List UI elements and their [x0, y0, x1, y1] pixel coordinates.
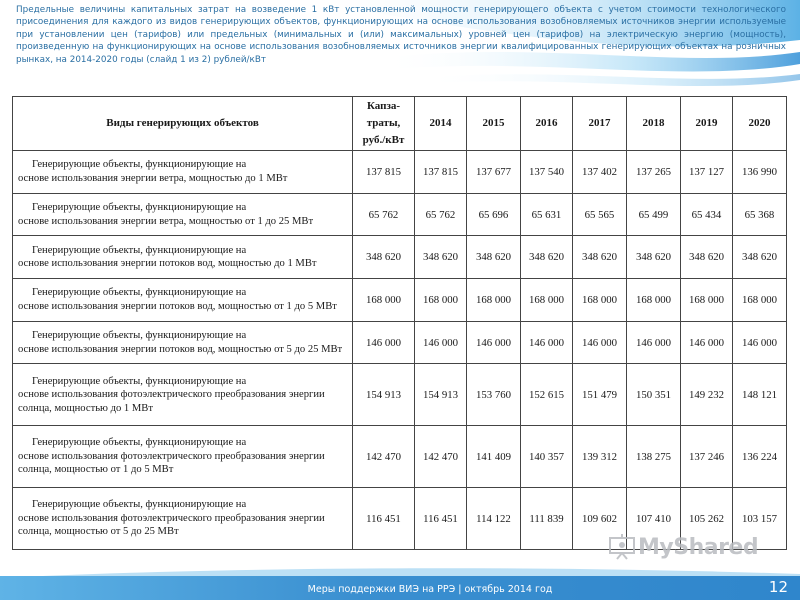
- value-cell: 65 499: [627, 193, 681, 236]
- value-cell: 146 000: [573, 321, 627, 364]
- value-cell: 116 451: [353, 488, 415, 550]
- value-cell: 148 121: [733, 364, 787, 426]
- value-cell: 168 000: [733, 279, 787, 322]
- table-row: [13, 426, 787, 488]
- table-row: [13, 364, 787, 426]
- value-cell: 65 762: [415, 193, 467, 236]
- value-cell: 168 000: [353, 279, 415, 322]
- value-cell: 348 620: [353, 236, 415, 279]
- value-cell: 137 540: [521, 151, 573, 194]
- row-kind-rest: основе использования энергии ветра, мощностью до 1 МВт: [18, 172, 288, 184]
- table-header-row: [13, 97, 787, 151]
- value-cell: 168 000: [467, 279, 521, 322]
- table-row: [13, 321, 787, 364]
- value-cell: 65 762: [353, 193, 415, 236]
- row-kind-cell: [13, 364, 353, 426]
- row-kind-first-line: Генерирующие объекты, функционирующие на: [32, 375, 247, 387]
- row-kind-first-line: Генерирующие объекты, функционирующие на: [32, 330, 247, 342]
- value-cell: 142 470: [415, 426, 467, 488]
- value-cell: 136 990: [733, 151, 787, 194]
- column-header-capex-line3: руб./кВт: [362, 134, 405, 146]
- column-header-year: 2019: [681, 97, 733, 151]
- value-cell: 168 000: [521, 279, 573, 322]
- value-cell: 146 000: [681, 321, 733, 364]
- value-cell: 137 127: [681, 151, 733, 194]
- row-kind-cell: [13, 279, 353, 322]
- row-kind-first-line: Генерирующие объекты, функционирующие на: [32, 159, 247, 171]
- table-row: [13, 151, 787, 194]
- row-kind-first-line: Генерирующие объекты, функционирующие на: [32, 437, 247, 449]
- value-cell: 168 000: [627, 279, 681, 322]
- value-cell: 151 479: [573, 364, 627, 426]
- value-cell: 146 000: [467, 321, 521, 364]
- presentation-board-icon: [608, 534, 638, 560]
- value-cell: 168 000: [573, 279, 627, 322]
- value-cell: 150 351: [627, 364, 681, 426]
- value-cell: 103 157: [733, 488, 787, 550]
- capex-table: [12, 96, 787, 550]
- value-cell: 109 602: [573, 488, 627, 550]
- value-cell: 153 760: [467, 364, 521, 426]
- value-cell: 348 620: [521, 236, 573, 279]
- value-cell: 168 000: [415, 279, 467, 322]
- value-cell: 137 815: [353, 151, 415, 194]
- capex-table-container: [12, 96, 786, 550]
- value-cell: 348 620: [681, 236, 733, 279]
- column-header-year: 2020: [733, 97, 787, 151]
- slide-title: Предельные величины капитальных затрат на возведение 1 кВт установленной мощности генерирующего объекта с учетом стоимости технологического присоединения для каждого из видов генерирующих объектов, функционирующих на основе использования возобновляемых источников энергии используемые при установлении цен (тарифов) или предельных (минимальных и (или) максимальных) уровней цен (тарифов) на электрическую энергию (мощность), произведенную на функционирующих на основе использования возобновляемых источников энергии квалифицированных генерирующих объектах на розничных рынках, на 2014-2020 годы (слайд 1 из 2) рублей/кВт: [16, 5, 786, 65]
- value-cell: 348 620: [573, 236, 627, 279]
- row-kind-rest: основе использования энергии потоков вод, мощностью от 1 до 5 МВт: [18, 300, 337, 312]
- value-cell: 136 224: [733, 426, 787, 488]
- table-row: [13, 193, 787, 236]
- row-kind-rest: основе использования энергии потоков вод, мощностью до 1 МВт: [18, 258, 317, 270]
- value-cell: 348 620: [733, 236, 787, 279]
- table-row: [13, 279, 787, 322]
- row-kind-rest: основе использования энергии ветра, мощностью от 1 до 25 МВт: [18, 215, 314, 227]
- value-cell: 146 000: [415, 321, 467, 364]
- row-kind-rest: основе использования фотоэлектрического преобразования энергии солнца, мощностью до 1 МВт: [18, 389, 325, 414]
- footer-caption: Меры поддержки ВИЭ на РРЭ | октябрь 2014 год: [307, 584, 553, 595]
- value-cell: 137 246: [681, 426, 733, 488]
- value-cell: 65 696: [467, 193, 521, 236]
- value-cell: 141 409: [467, 426, 521, 488]
- row-kind-cell: [13, 236, 353, 279]
- watermark-text: MyShared: [638, 534, 759, 560]
- column-header-year: 2015: [467, 97, 521, 151]
- value-cell: 146 000: [733, 321, 787, 364]
- watermark: [608, 534, 758, 560]
- value-cell: 137 677: [467, 151, 521, 194]
- value-cell: 140 357: [521, 426, 573, 488]
- row-kind-cell: [13, 321, 353, 364]
- page-number: 12: [768, 578, 788, 596]
- value-cell: 348 620: [415, 236, 467, 279]
- value-cell: 146 000: [353, 321, 415, 364]
- value-cell: 146 000: [627, 321, 681, 364]
- value-cell: 105 262: [681, 488, 733, 550]
- column-header-capex-line1: Капза-: [366, 100, 401, 112]
- row-kind-rest: основе использования фотоэлектрического преобразования энергии солнца, мощностью от 5 до 25 МВт: [18, 512, 325, 538]
- column-header-year: 2016: [521, 97, 573, 151]
- row-kind-cell: [13, 151, 353, 194]
- column-header-year: 2017: [573, 97, 627, 151]
- column-header-capex-line2: траты,: [366, 117, 401, 129]
- row-kind-first-line: Генерирующие объекты, функционирующие на: [32, 499, 247, 511]
- value-cell: 348 620: [467, 236, 521, 279]
- value-cell: 65 434: [681, 193, 733, 236]
- row-kind-rest: основе использования фотоэлектрического преобразования энергии солнца, мощностью от 1 до 5 МВт: [18, 450, 325, 476]
- value-cell: 154 913: [353, 364, 415, 426]
- value-cell: 139 312: [573, 426, 627, 488]
- value-cell: 154 913: [415, 364, 467, 426]
- value-cell: 65 368: [733, 193, 787, 236]
- value-cell: 107 410: [627, 488, 681, 550]
- value-cell: 152 615: [521, 364, 573, 426]
- value-cell: 137 402: [573, 151, 627, 194]
- value-cell: 114 122: [467, 488, 521, 550]
- slide-footer: [0, 564, 800, 600]
- row-kind-cell: [13, 193, 353, 236]
- row-kind-first-line: Генерирующие объекты, функционирующие на: [32, 287, 247, 299]
- column-header-year: 2014: [415, 97, 467, 151]
- value-cell: 137 815: [415, 151, 467, 194]
- value-cell: 168 000: [681, 279, 733, 322]
- column-header-capex: [353, 97, 415, 151]
- row-kind-first-line: Генерирующие объекты, функционирующие на: [32, 244, 247, 256]
- value-cell: 348 620: [627, 236, 681, 279]
- value-cell: 65 565: [573, 193, 627, 236]
- value-cell: 137 265: [627, 151, 681, 194]
- column-header-year: 2018: [627, 97, 681, 151]
- value-cell: 111 839: [521, 488, 573, 550]
- column-header-kind: Виды генерирующих объектов: [13, 97, 353, 151]
- value-cell: 65 631: [521, 193, 573, 236]
- value-cell: 146 000: [521, 321, 573, 364]
- value-cell: 149 232: [681, 364, 733, 426]
- value-cell: 142 470: [353, 426, 415, 488]
- row-kind-cell: [13, 426, 353, 488]
- table-row: [13, 236, 787, 279]
- value-cell: 138 275: [627, 426, 681, 488]
- row-kind-rest: основе использования энергии потоков вод, мощностью от 5 до 25 МВт: [18, 343, 343, 355]
- row-kind-first-line: Генерирующие объекты, функционирующие на: [32, 202, 247, 213]
- value-cell: 116 451: [415, 488, 467, 550]
- row-kind-cell: [13, 488, 353, 550]
